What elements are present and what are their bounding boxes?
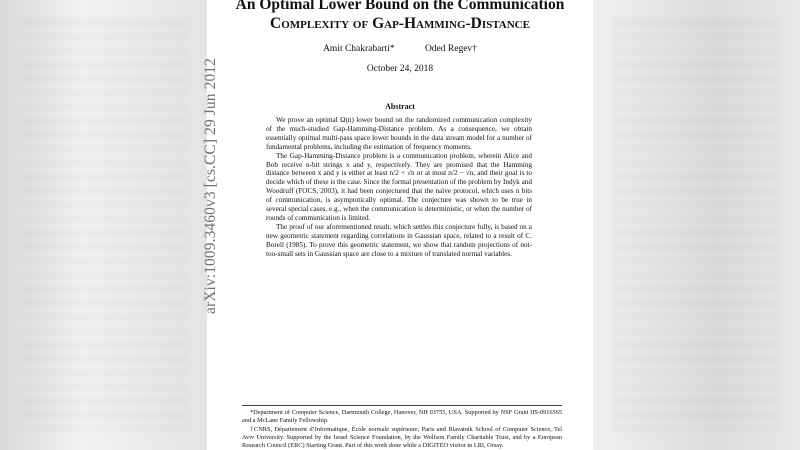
footnote-regev: †CNRS, Département d’Informatique, École normale supérieure, Paris and Blavatnik School of Computer Science, Tel Aviv University. Supported by the Israel Science Foundation, by the Wolfson Family Charitable Trust, and by a European Research Council (ERC) Starting Grant. Part of this work done while a DIGITEO visitor in LRI, Orsay. — [242, 426, 562, 449]
author-list — [207, 44, 593, 54]
abstract-paragraph-1: We prove an optimal Ω(n) lower bound on the randomized communication complexity of the much-studied Gap-Hamming-Distance problem. As a consequence, we obtain essentially optimal multi-pass space lower bounds in the data stream model for a number of fundamental problems, including the estimation of frequency moments. — [266, 116, 532, 151]
abstract-paragraph-3: The proof of our aforementioned result, which settles this conjecture fully, is based on a new geometric statement regarding correlations in Gaussian space, related to a result of C. Borell (1985). To prove this geometric statement, we show that random projections of not-too-small sets in Gaussian space are close to a mixture of translated normal variables. — [266, 222, 532, 258]
background-blur-right — [593, 0, 800, 450]
abstract-paragraph-2: The Gap-Hamming-Distance problem is a communication problem, wherein Alice and Bob receive n-bit strings x and y, respectively. They are promised that the Hamming distance between x and y is either at least n/2 + √n or at most n/2 − √n, and their goal is to decide which of these is the case. Since the formal presentation of the problem by Indyk and Woodruff (FOCS, 2003), it had been conjectured that the naïve protocol, which uses n bits of communication, is asymptotically optimal. The conjecture was shown to be true in several special cases, e.g., when the communication is deterministic, or when the number of rounds of communication is limited. — [266, 151, 532, 222]
arxiv-stamp — [202, 58, 222, 314]
title-line-1: An Optimal Lower Bound on the Communication — [235, 0, 565, 13]
author-chakrabarti: Amit Chakrabarti* — [323, 44, 395, 54]
background-blur-left — [0, 0, 207, 450]
footnote-chakrabarti: *Department of Computer Science, Dartmouth College, Hanover, NH 03755, USA. Supported by NSF Grant IIS-0916565 and a McLane Family Fellowship. — [242, 409, 562, 424]
author-regev: Oded Regev† — [424, 44, 477, 54]
abstract-heading: Abstract — [385, 102, 415, 111]
paper-date: October 24, 2018 — [366, 64, 434, 74]
abstract-body — [266, 116, 532, 259]
paper-page — [207, 0, 593, 450]
footnotes — [242, 405, 562, 450]
paper-title — [207, 0, 593, 33]
title-line-2: Complexity of Gap-Hamming-Distance — [270, 15, 530, 32]
arxiv-stamp-text: arXiv:1009.3460v3 [cs.CC] 29 Jun 2012 — [202, 58, 219, 314]
